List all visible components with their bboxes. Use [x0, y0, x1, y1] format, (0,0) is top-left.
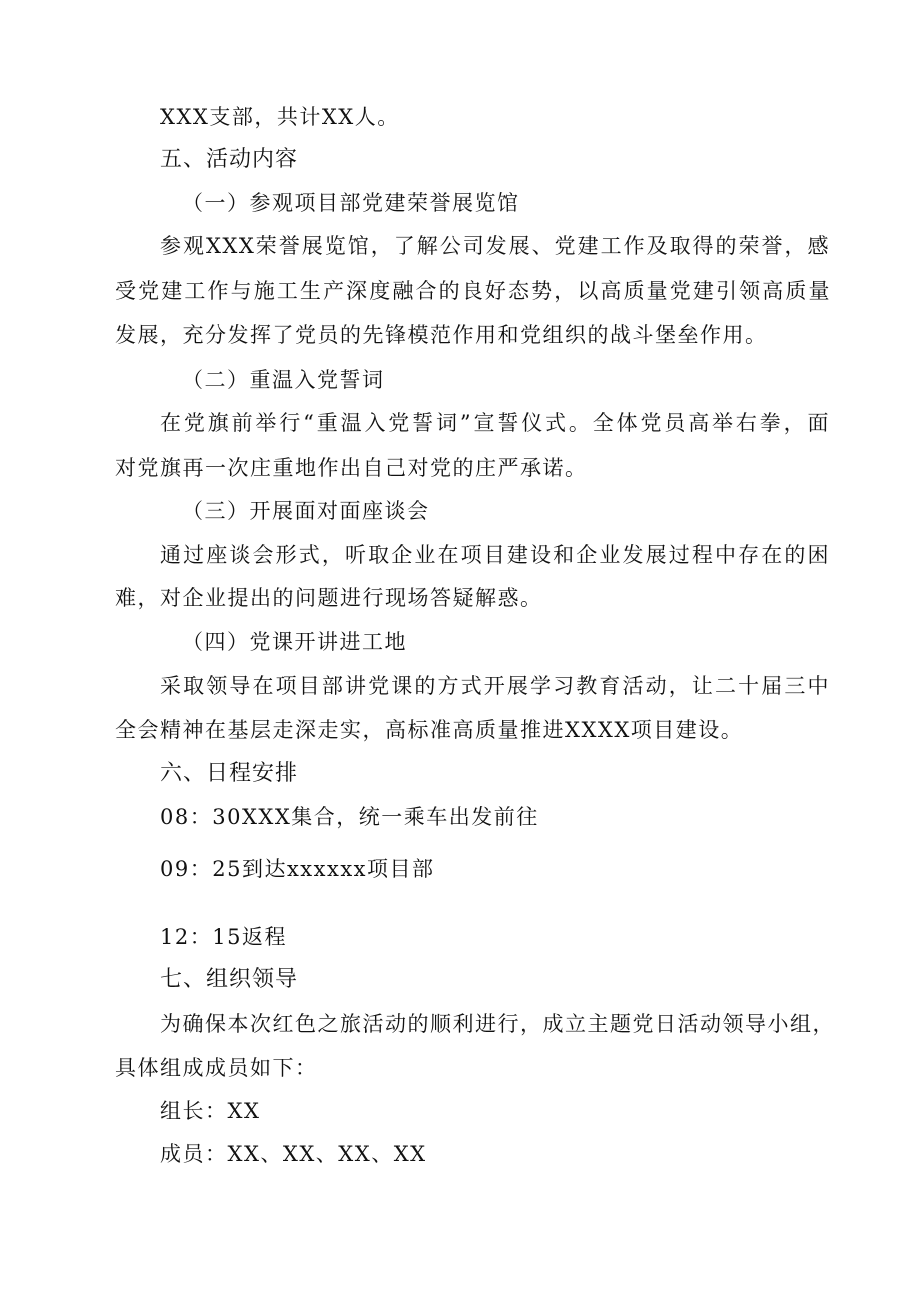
team-members: 成员：XX、XX、XX、XX	[160, 1142, 427, 1166]
subsection-1-title: （一）参观项目部党建荣誉展览馆	[182, 191, 520, 215]
paragraph-2-line-2: 对党旗再一次庄重地作出自己对党的庄严承诺。	[115, 456, 588, 480]
paragraph-1-line-1: 参观XXX荣誉展览馆，了解公司发展、党建工作及取得的荣誉，感	[160, 234, 830, 258]
paragraph-1-line-3: 发展，充分发挥了党员的先锋模范作用和党组织的战斗堡垒作用。	[115, 323, 768, 347]
intro-line: XXX支部，共计XX人。	[160, 105, 400, 129]
subsection-2-title: （二）重温入党誓词	[182, 368, 385, 392]
schedule-item-3: 12：15返程	[160, 925, 287, 949]
paragraph-3-line-2: 难，对企业提出的问题进行现场答疑解惑。	[115, 586, 543, 610]
subsection-4-title: （四）党课开讲进工地	[182, 630, 407, 654]
section-7-line-2: 具体组成成员如下：	[115, 1056, 318, 1080]
paragraph-1-line-2: 受党建工作与施工生产深度融合的良好态势，以高质量党建引领高质量	[115, 279, 831, 303]
paragraph-4-line-1: 采取领导在项目部讲党课的方式开展学习教育活动，让二十届三中	[160, 674, 830, 698]
section-6-heading: 六、日程安排	[160, 761, 299, 786]
schedule-item-1: 08：30XXX集合，统一乘车出发前往	[160, 805, 539, 829]
section-5-heading: 五、活动内容	[160, 147, 299, 172]
subsection-3-title: （三）开展面对面座谈会	[182, 499, 430, 523]
paragraph-2-line-1: 在党旗前举行“重温入党誓词”宣誓仪式。全体党员高举右拳，面	[160, 411, 830, 435]
schedule-item-2: 09：25到达xxxxxx项目部	[160, 857, 435, 881]
paragraph-4-line-2: 全会精神在基层走深走实，高标准高质量推进XXXX项目建设。	[115, 718, 744, 742]
section-7-line-1: 为确保本次红色之旅活动的顺利进行，成立主题党日活动领导小组，	[160, 1012, 835, 1036]
section-7-heading: 七、组织领导	[160, 967, 299, 992]
paragraph-3-line-1: 通过座谈会形式，听取企业在项目建设和企业发展过程中存在的困	[160, 543, 830, 567]
team-leader: 组长：XX	[160, 1099, 261, 1123]
